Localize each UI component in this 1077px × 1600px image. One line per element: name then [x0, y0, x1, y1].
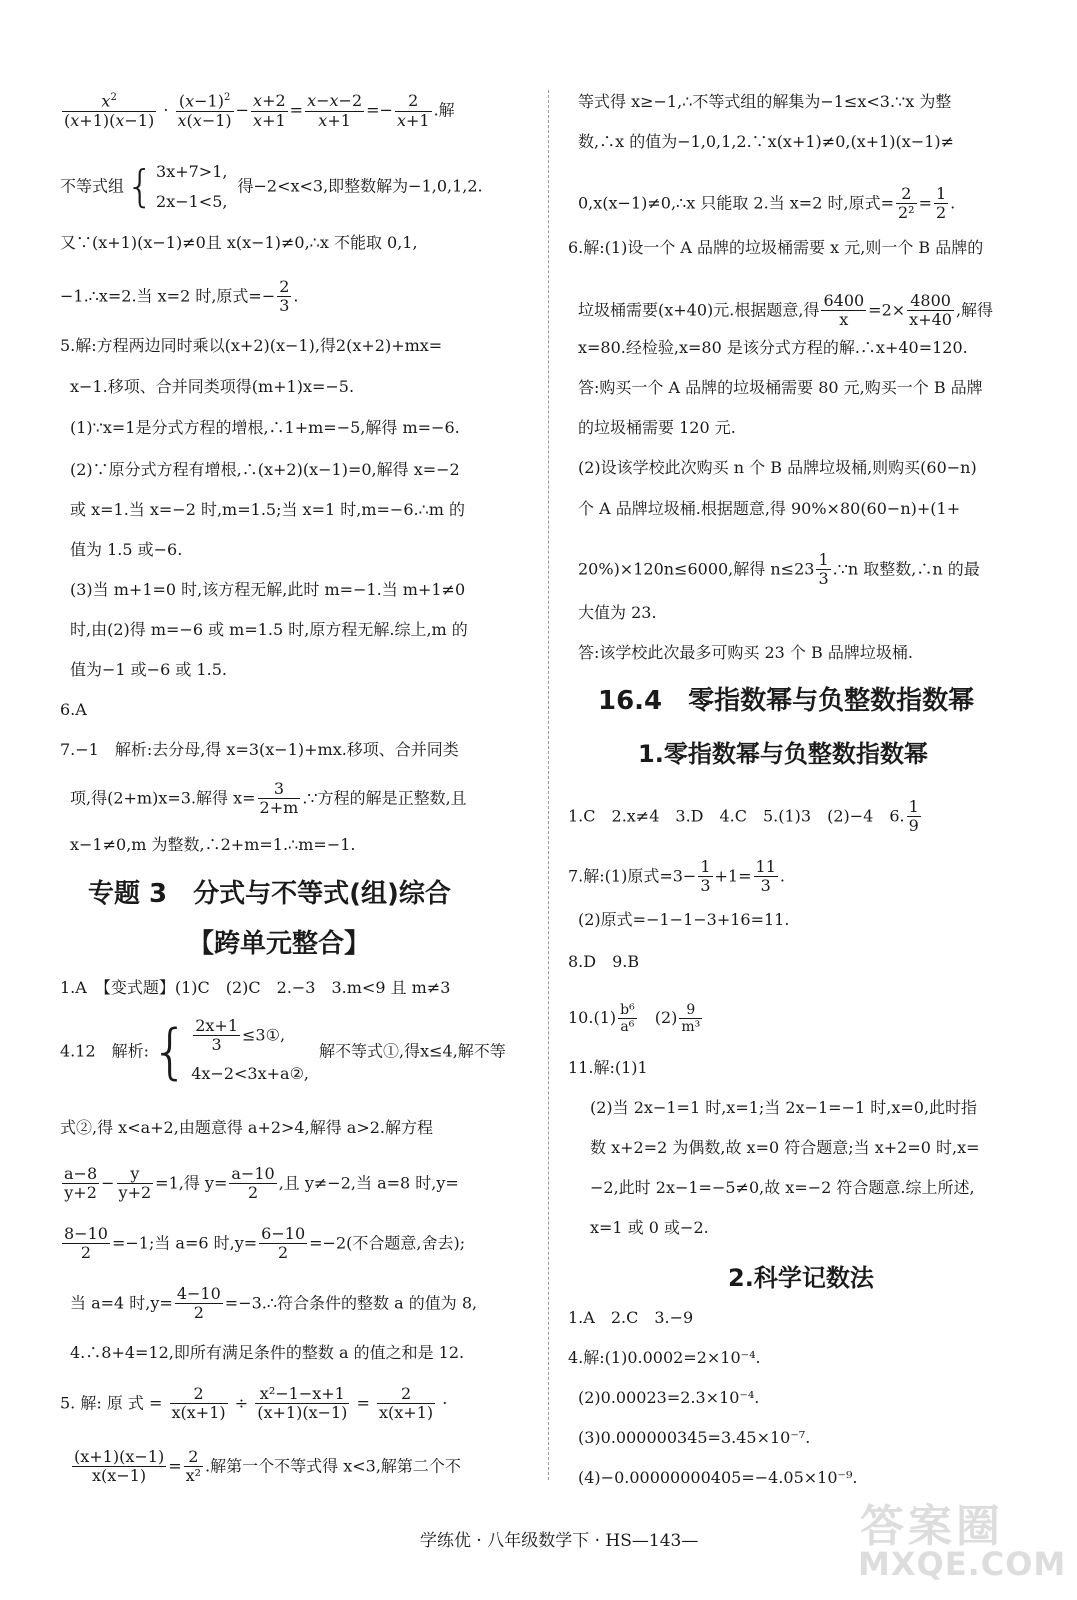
- text-line: $\frac{a-8}{y+2}$ − $\frac{y}{y+2}$ =1,得 y= $\frac{a-10}{2}$ ,且 y≠−2,当 a=8 时,y=: [64, 1164, 459, 1203]
- text-line: 8.D 9.B: [568, 952, 640, 971]
- line-inequality-system: 不等式组{ 3x+7>1, 2x−1<5, 得−2<x<3,即整数解为−1,0,1,2.: [60, 161, 483, 212]
- line-fraction-chain: $\frac{x^2}{(x+1)(x-1)}$ · $\frac{(x-1)^2}{x(x-1)}$ − $\frac{x+2}{x+1}$ = $\frac{x-x-2}{x+1}$ =− $\frac{2}{x+1}$ .解: [64, 91, 455, 130]
- page-footer: 学练优 · 八年级数学下 · HS—143—: [420, 1531, 699, 1551]
- text-line: −1.∴x=2.当 x=2 时,原式=− $\frac{2}{3}$ .: [60, 277, 299, 316]
- text-line: 6.解:(1)设一个 A 品牌的垃圾桶需要 x 元,则一个 B 品牌的: [568, 238, 984, 257]
- text-line: 5. 解: 原 式 = $\frac{2}{x(x+1)}$ ÷ $\frac{\text{x²−1−x+1}}{(x+1)(x-1)}$ = $\frac{2}{x(x+1)}$ ·: [60, 1384, 448, 1423]
- text-line: 4.解:(1)0.0002=2×10⁻⁴.: [568, 1348, 761, 1367]
- text-line: 的垃圾桶需要 120 元.: [578, 418, 736, 437]
- text-line: 时,由(2)得 m=−6 或 m=1.5 时,原方程无解.综上,m 的: [70, 620, 468, 639]
- text-line: 1.A 2.C 3.−9: [568, 1308, 694, 1327]
- text-line: 个 A 品牌垃圾桶.根据题意,得 90%×80(60−n)+(1+: [578, 499, 961, 518]
- watermark-logo: 答案圈 MXQE.COM: [858, 1501, 1067, 1583]
- text-line: x−1≠0,m 为整数,∴2+m=1.∴m=−1.: [70, 835, 356, 854]
- text-line: 当 a=4 时,y= $\frac{4-10}{2}$ =−3.∴符合条件的整数 a 的值为 8,: [70, 1284, 478, 1323]
- topic-subtitle: 【跨单元整合】: [188, 929, 371, 959]
- column-divider: [548, 90, 549, 1480]
- text-line: (4)−0.00000000405=−4.05×10⁻⁹.: [578, 1468, 858, 1487]
- text-line: $\frac{8-10}{2}$ =−1;当 a=6 时,y= $\frac{6-10}{2}$ =−2(不合题意,舍去);: [64, 1224, 466, 1263]
- text-line: 1.C 2.x≠4 3.D 4.C 5.(1)3 (2)−4 6. $\frac{1}{9}$: [568, 797, 919, 836]
- text-line: 数,∴x 的值为−1,0,1,2.∵x(x+1)≠0,(x+1)(x−1)≠: [578, 132, 955, 151]
- text-line: 11.解:(1)1: [568, 1058, 648, 1077]
- text-line: 20%)×120n≤6000,解得 n≤23 $\frac{1}{3}$ .∵n 取整数,∴n 的最: [578, 550, 980, 589]
- text-line: 等式得 x≥−1,∴不等式组的解集为−1≤x<3.∵x 为整: [578, 92, 952, 111]
- text-line: 答:该学校此次最多可购买 23 个 B 品牌垃圾桶.: [578, 643, 913, 662]
- text-line: (3)0.000000345=3.45×10⁻⁷.: [578, 1428, 811, 1447]
- text-line: 4.∴8+4=12,即所有满足条件的整数 a 的值之和是 12.: [70, 1343, 465, 1362]
- text-line: (2)0.00023=2.3×10⁻⁴.: [578, 1388, 760, 1407]
- subsection-title: 1.零指数幂与负整数指数幂: [638, 740, 928, 768]
- text-line: 又∵(x+1)(x−1)≠0且 x(x−1)≠0,∴x 不能取 0,1,: [60, 233, 418, 252]
- text-line: 或 x=1.当 x=−2 时,m=1.5;当 x=1 时,m=−6.∴m 的: [70, 500, 466, 519]
- text-line: 0,x(x−1)≠0,∴x 只能取 2.当 x=2 时,原式= $\frac{2}{\text{2²}}$ = $\frac{1}{2}$ .: [578, 184, 956, 223]
- subsection-title: 2.科学记数法: [728, 1264, 874, 1292]
- topic-title: 专题 3 分式与不等式(组)综合: [88, 879, 451, 909]
- text-line: 7.解:(1)原式=3− $\frac{1}{3}$ +1= $\frac{11}{3}$ .: [568, 857, 785, 896]
- text-line: x−1.移项、合并同类项得(m+1)x=−5.: [70, 377, 355, 396]
- line-system-2: 4.12 解析:{ $\frac{2x+1}{3}$ ≤3①, 4x−2<3x+a②, 解不等式①,得x≤4,解不等: [60, 1016, 506, 1087]
- text-line: 5.解:方程两边同时乘以(x+2)(x−1),得2(x+2)+mx=: [60, 336, 443, 355]
- text-line: (2)原式=−1−1−3+16=11.: [578, 910, 790, 929]
- text-line: (2)设该学校此次购买 n 个 B 品牌垃圾桶,则购买(60−n): [578, 458, 977, 477]
- text-line: 1.A 【变式题】(1)C (2)C 2.−3 3.m<9 且 m≠3: [60, 978, 451, 997]
- text-line: (3)当 m+1=0 时,该方程无解,此时 m=−1.当 m+1≠0: [70, 580, 466, 599]
- section-title: 16.4 零指数幂与负整数指数幂: [598, 686, 975, 716]
- text-line: x=1 或 0 或−2.: [590, 1218, 709, 1237]
- text-line: (1)∵x=1是分式方程的增根,∴1+m=−5,解得 m=−6.: [70, 418, 460, 437]
- text-line: 项,得(2+m)x=3.解得 x= $\frac{3}{2+m}$ .∵方程的解是正整数,且: [70, 779, 467, 818]
- text-line: −2,此时 2x−1=−5≠0,故 x=−2 符合题意.综上所述,: [590, 1178, 975, 1197]
- text-line: 值为−1 或−6 或 1.5.: [70, 660, 227, 679]
- text-line: 10.(1) $\frac{\text{b⁶}}{\text{a⁶}}$ (2) $\frac{9}{\text{m³}}$: [568, 1002, 701, 1036]
- text-line: x=80.经检验,x=80 是该分式方程的解.∴x+40=120.: [578, 338, 968, 357]
- text-line: 垃圾桶需要(x+40)元.根据题意,得 $\frac{6400}{x}$ =2× $\frac{4800}{x+40}$ ,解得: [578, 291, 994, 330]
- text-line: $\frac{(x+1)(x-1)}{x(x-1)}$ = $\frac{2}{\text{x²}}$ .解第一个不等式得 x<3,解第二个不: [74, 1447, 461, 1486]
- text-line: (2)∵原分式方程有增根,∴(x+2)(x−1)=0,解得 x=−2: [70, 460, 460, 479]
- text-line: 值为 1.5 或−6.: [70, 540, 183, 559]
- text-line: 6.A: [60, 700, 87, 719]
- text-line: (2)当 2x−1=1 时,x=1;当 2x−1=−1 时,x=0,此时指: [590, 1098, 978, 1117]
- text-line: 数 x+2=2 为偶数,故 x=0 符合题意;当 x+2=0 时,x=: [590, 1138, 980, 1157]
- text-line: 式②,得 x<a+2,由题意得 a+2>4,解得 a>2.解方程: [60, 1118, 433, 1137]
- text-line: 大值为 23.: [578, 603, 657, 622]
- text-line: 答:购买一个 A 品牌的垃圾桶需要 80 元,购买一个 B 品牌: [578, 378, 983, 397]
- text-line: 7.−1 解析:去分母,得 x=3(x−1)+mx.移项、合并同类: [60, 740, 459, 759]
